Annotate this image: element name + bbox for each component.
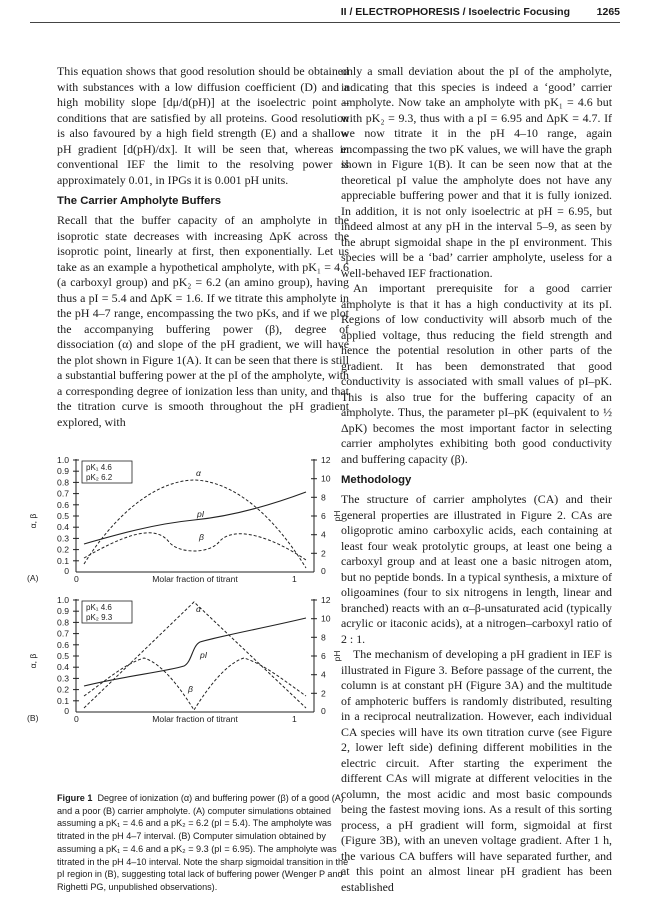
right-paragraph-2: An important prerequisite for a good carrier ampholyte is that it has a high conductivity at its pI. Regions of low conductivity will absorb much of the applied voltage, thus reducing the field strength and hence the potential resolution in other parts of the gradient. It has been demonstrated that good conductivity is associated with small values of pI–pK. This is also true for the buffering capacity of an ampholyte. Thus, the parameter pI–pK (equivalent to ½ ΔpK) becomes the most important factor in selecting carrier ampholytes exhibiting both good conductivity and buffering capacity (β). (341, 281, 612, 466)
panel-a-left-tick-0.7: 0.7 (57, 488, 69, 499)
figure-1-caption-label: Figure 1 (57, 793, 93, 803)
panel-a-legend-pk1: pK₁ 4.6 (86, 463, 112, 472)
panel-b (27, 595, 342, 724)
panel-b-beta-label: β (188, 684, 193, 694)
panel-a-right-tick-10: 10 (321, 473, 331, 484)
panel-b-left-tick-0.9: 0.9 (57, 606, 69, 617)
panel-b-legend-pk2: pK₂ 9.3 (86, 613, 113, 622)
panel-b-left-axis-label: α, β (28, 653, 38, 669)
right-paragraph-1: only a small deviation about the pI of the ampholyte, indicating that this species is indeed a ‘good’ carrier ampholyte. Now take an ampholyte with pK₁ = 4.6 but with pK₂ = 9.3, thus with a pI = 6.95 and ΔpK = 4.7. If we now titrate it in the pH 4–10 range, again encompassing the two pK values, we will have the graph shown in Figure 1(B). It can be seen now that at the theoretical pI value the ampholyte does not have any appreciable buffering power and that it is fully ionized. In addition, it is not only isoelectric at pH = 6.95, but indeed almost at any pH in the interval 5–9, as seen by the abrupt sigmoidal shape in the pI environment. This species will be a ‘bad’ carrier ampholyte, useless for a well-behaved IEF fractionation. (341, 64, 612, 280)
panel-b-right-tick-0: 0 (321, 706, 326, 716)
running-header (30, 6, 620, 22)
panel-b-left-tick-0.3: 0.3 (57, 673, 69, 684)
panel-b-right-axis-label: pH (332, 650, 342, 662)
panel-a-beta-label: β (199, 532, 204, 542)
panel-a-beta-curve (84, 533, 306, 560)
panel-a (27, 455, 342, 584)
left-column (57, 64, 349, 430)
panel-b-right-tick-4: 4 (321, 669, 326, 680)
panel-a-left-tick-0.1: 0.1 (57, 555, 69, 566)
panel-a-alpha-curve (84, 480, 306, 568)
section-heading-methodology: Methodology (341, 474, 412, 486)
panel-a-x-end: 1 (292, 574, 297, 584)
panel-a-left-tick-0: 0 (64, 566, 69, 576)
panel-b-right-tick-2: 2 (321, 688, 326, 699)
panel-b-beta-curve (84, 658, 306, 710)
panel-b-x-end: 1 (292, 714, 297, 724)
panel-a-right-tick-6: 6 (321, 511, 326, 521)
panel-b-left-tick-0.1: 0.1 (57, 695, 69, 706)
panel-b-left-tick-0.5: 0.5 (57, 651, 69, 661)
panel-b-left-tick-0.2: 0.2 (57, 684, 69, 695)
panel-b-legend-pk1: pK₁ 4.6 (86, 603, 112, 612)
figure-1-svg (24, 454, 344, 778)
panel-b-left-tick-0.7: 0.7 (57, 628, 69, 639)
panel-b-x-label: Molar fraction of titrant (152, 714, 238, 724)
panel-a-left-tick-0.3: 0.3 (57, 533, 69, 544)
left-paragraph-2: Recall that the buffer capacity of an ampholyte in the isoprotic state decreases with increasing ΔpK across the isoprotic point, linearly at first, then exponentially. Let us take as an example a hypothetical ampholyte, with pK₁ = 4.6 (a carboxyl group) and pK₂ = 6.2 (an amino group), having thus a pI = 5.4 and ΔpK = 1.6. If we titrate this ampholyte in the pH 4–7 range, encompassing the two pKs, and if we plot the accompanying buffering power (β), degree of dissociation (α) and slope of the pH gradient, we will have the plot shown in Figure 1(A). It can be seen that there is still a substantial buffering power at the pI of the ampholyte, with a corresponding degree of ionization less than unity, and that the titration curve is smooth throughout the pH gradient explored, with (57, 213, 349, 429)
panel-b-x-start: 0 (74, 714, 79, 724)
panel-a-left-axis-label: α, β (28, 513, 38, 529)
panel-a-pi-label: pI (197, 509, 205, 519)
panel-a-x-start: 0 (74, 574, 79, 584)
header-section-title: II / ELECTROPHORESIS / Isoelectric Focusing (340, 6, 570, 18)
panel-a-left-tick-1.0: 1.0 (57, 455, 69, 465)
panel-a-pi-curve (84, 492, 306, 544)
panel-b-left-tick-0: 0 (64, 706, 69, 716)
panel-a-right-tick-8: 8 (321, 492, 326, 503)
header-rule (30, 22, 620, 23)
panel-a-label: (A) (27, 573, 39, 583)
panel-a-left-tick-0.5: 0.5 (57, 511, 69, 521)
right-paragraph-3: The structure of carrier ampholytes (CA) and their general properties are illustrated in Figure 2. CAs are oligoprotic amino carboxylic acids, each containing at least four weak protolytic groups, at least one being a carboxyl group and at least one a basic nitrogen atom, but no peptide bonds. In a typical synthesis, a mixture of oligoamines (four to six nitrogens in length, linear and branched) reacts with an α–β-unsaturated acid (typically acrylic or itaconic acids), at a nitrogen–carboxyl ratio of 2 : 1. (341, 492, 612, 646)
panel-a-right-tick-0: 0 (321, 566, 326, 576)
panel-b-right-tick-12: 12 (321, 595, 331, 605)
page-number: 1265 (596, 6, 620, 18)
panel-b-left-tick-1.0: 1.0 (57, 595, 69, 605)
panel-b-right-tick-10: 10 (321, 613, 331, 624)
panel-a-left-tick-0.4: 0.4 (57, 522, 69, 533)
panel-a-right-tick-2: 2 (321, 548, 326, 559)
panel-b-label: (B) (27, 713, 39, 723)
right-paragraph-4: The mechanism of developing a pH gradient in IEF is illustrated in Figure 3. Before passage of the current, the column is at constant pH (Figure 3A) and the multitude of amphoteric buffers is randomly distributed, resulting in a reciprocal neutralization. However, each individual CA species will have its own titration curve (see Figure 2, lower left side) defining different mobilities in the electric circuit. After starting the experiment the different CAs will migrate at different velocities in the column, the most acidic and most basic compounds being the fastest moving ions. As a result of this sorting process, a pH gradient will form, sigmoidal at first (Figure 3B), with an uneven voltage gradient. After 1 h, the various CA buffers will have separated further, and at this point an almost linear pH gradient has been established (341, 647, 612, 894)
right-column (341, 64, 612, 895)
figure-1-caption-text: Degree of ionization (α) and buffering power (β) of a good (A) and a poor (B) carrier ampholyte. (A) computer simulations obtained assuming a pK₁ = 4.6 and a pK₂ = 6.2 (pI = 5.4). The ampholyte was titrated in the pH 4–7 interval. (B) Computer simulation obtained by assuming a pK₁ = 4.6 and a pK₂ = 9.3 (pI = 6.95). The ampholyte was titrated in the pH 4–10 interval. Note the sharp sigmoidal transition in the pI region in (B), suggesting total lack of buffering power (Wenger P and Righetti PG, unpublished observations). (57, 793, 349, 892)
panel-a-left-tick-0.6: 0.6 (57, 499, 69, 510)
panel-b-right-tick-6: 6 (321, 651, 326, 661)
section-heading-carrier-ampholytes: The Carrier Ampholyte Buffers (57, 195, 222, 207)
figure-1 (24, 454, 344, 778)
panel-b-left-tick-0.4: 0.4 (57, 662, 69, 673)
panel-b-pi-label: pI (200, 650, 208, 660)
panel-b-alpha-label: α (196, 604, 201, 614)
panel-a-x-label: Molar fraction of titrant (152, 574, 238, 584)
panel-a-left-tick-0.8: 0.8 (57, 477, 69, 488)
panel-a-alpha-label: α (196, 468, 201, 478)
panel-b-right-tick-8: 8 (321, 632, 326, 643)
panel-a-right-tick-12: 12 (321, 455, 331, 465)
panel-a-left-tick-0.2: 0.2 (57, 544, 69, 555)
panel-b-left-tick-0.6: 0.6 (57, 639, 69, 650)
left-paragraph-1: This equation shows that good resolution should be obtained with substances with a low diffusion coefficient (D) and a high mobility slope [dμ/d(pH)] at the isoelectric point – conditions that are satisfied by all proteins. Good resolution is also favoured by a high field strength (E) and a shallow pH gradient [d(pH)/dx]. It will be seen that, whereas in conventional IEF the limit to the resolving power is approximately 0.01, in IPGs it is 0.001 pH units. (57, 64, 349, 187)
figure-1-caption (57, 792, 349, 894)
panel-a-right-tick-4: 4 (321, 529, 326, 540)
panel-b-left-tick-0.8: 0.8 (57, 617, 69, 628)
panel-a-right-axis-label: pH (332, 510, 342, 522)
panel-a-left-tick-0.9: 0.9 (57, 466, 69, 477)
panel-a-legend-pk2: pK₂ 6.2 (86, 473, 113, 482)
